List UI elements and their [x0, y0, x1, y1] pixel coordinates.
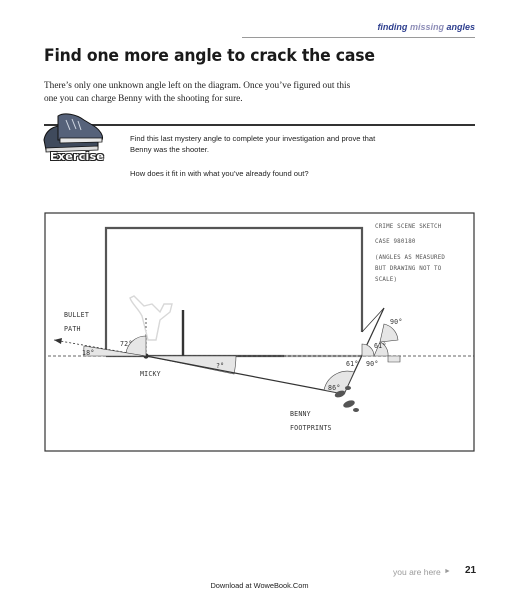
mystery-angle-label: ?°	[216, 362, 225, 370]
page-title: Find one more angle to crack the case	[44, 46, 375, 66]
note-line-5: SCALE)	[375, 277, 398, 283]
download-credit: Download at WoweBook.Com	[210, 581, 309, 590]
header-rule	[242, 37, 475, 38]
note-line-4: BUT DRAWING NOT TO	[375, 266, 442, 272]
intro-paragraph: There’s only one unknown angle left on the diagram. Once you’ve figured out this one you can charge Benny with the shooting for sure.	[44, 81, 351, 104]
bullet-label-line-2: PATH	[64, 325, 81, 333]
exercise-question: How does it fit in with what you’ve already found out?	[130, 169, 309, 178]
benny-label: BENNY	[290, 410, 311, 418]
bullet-label-line-1: BULLET	[64, 311, 90, 319]
footprints-label: FOOTPRINTS	[290, 424, 332, 432]
corner-90-label: 90°	[390, 318, 403, 326]
angle-72-label: 72°	[120, 340, 133, 348]
section-word-angles: angles	[446, 22, 475, 32]
page-number: 21	[465, 565, 477, 576]
diagram-frame	[45, 213, 474, 451]
section-word-missing: missing	[409, 22, 444, 32]
micky-label: MICKY	[140, 370, 161, 378]
note-line-2: CASE 980180	[375, 239, 416, 245]
note-line-1: CRIME SCENE SKETCH	[375, 224, 442, 230]
exercise-label: Exercise	[50, 150, 105, 163]
bottom-61-label: 61°	[346, 360, 359, 368]
section-word-finding: finding	[377, 22, 408, 32]
you-are-here-label: you are here	[393, 567, 441, 577]
exercise-instruction: Find this last mystery angle to complete your investigation and prove that Benny was the shooter.	[130, 134, 376, 154]
crime-scene-diagram	[44, 212, 475, 452]
bottom-90-shading	[388, 356, 400, 362]
angle-18-label: 18°	[82, 349, 95, 357]
note-line-3: (ANGLES AS MEASURED	[375, 255, 446, 261]
triangle-right-icon: ►	[444, 568, 451, 575]
section-header	[377, 22, 475, 32]
benny-86-label: 86°	[328, 384, 341, 392]
bottom-90-label: 90°	[366, 360, 379, 368]
right-61-label: 61°	[374, 342, 387, 350]
